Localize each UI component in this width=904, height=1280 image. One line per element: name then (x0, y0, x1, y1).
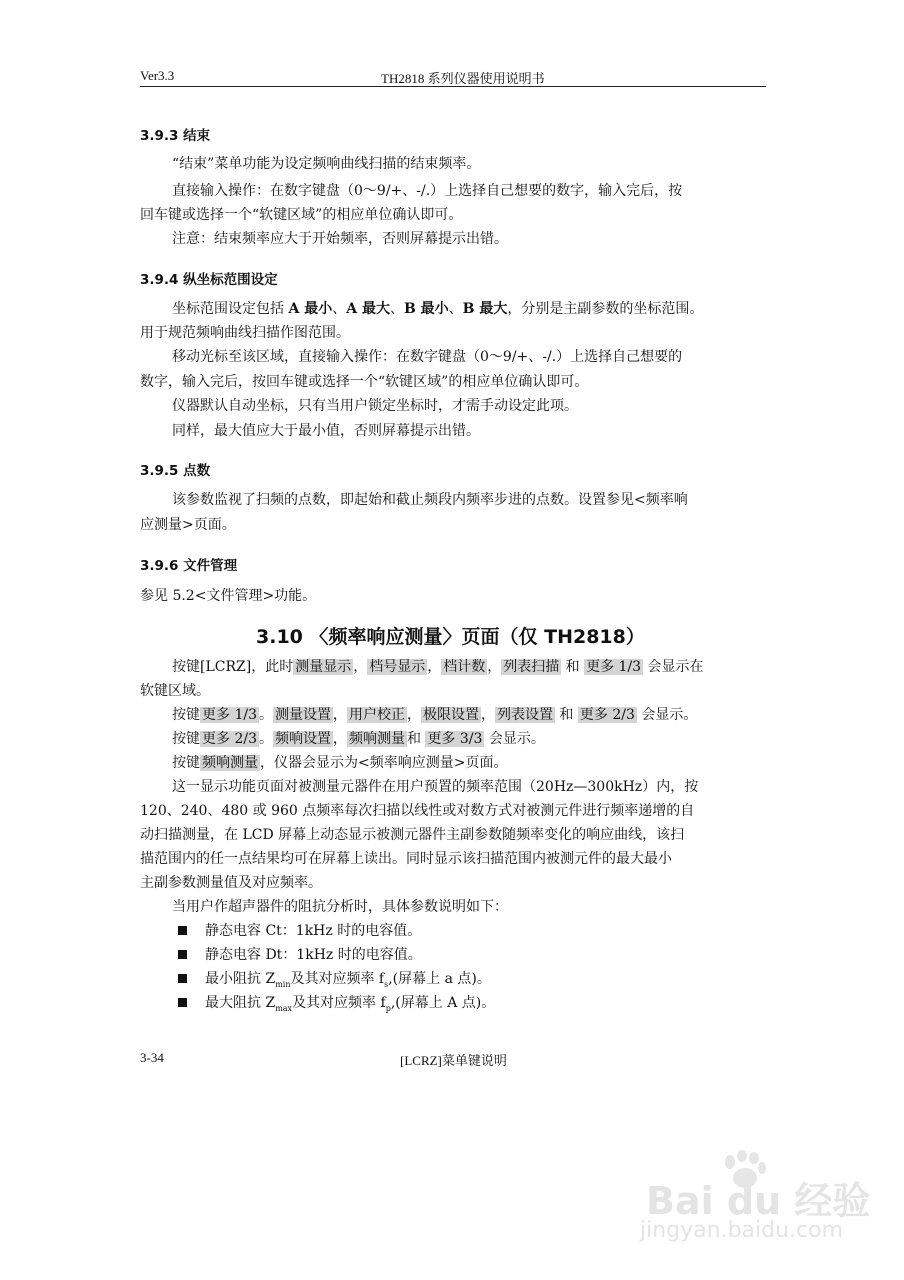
header-rule (140, 86, 766, 87)
paragraph-line: 坐标范围设定包括 A 最小、A 最大、B 最小、B 最大，分别是主副参数的坐标范围。 (172, 301, 704, 317)
paragraph-line: 这一显示功能页面对被测量元器件在用户预置的频率范围（20Hz—300kHz）内，按 (172, 779, 699, 795)
bullet-item: 最大阻抗 $Z_{max}$及其对应频率 $f_p$,(屏幕上 A 点)。 (178, 992, 495, 1020)
paragraph-line: 主副参数测量值及对应频率。 (140, 875, 322, 891)
bullet-square-icon (178, 926, 187, 935)
softkey-list-setup: 列表设置 (496, 707, 553, 723)
paragraph-line: 软键区域。 (140, 683, 210, 699)
a-min-term: A 最小 (288, 301, 333, 317)
softkey-bin-count: 档计数 (443, 659, 486, 675)
paragraph-line: 用于规范频响曲线扫描作图范围。 (140, 325, 350, 341)
watermark-brand: Bai du 经验 (646, 1179, 871, 1223)
section-heading-3-9-3: 3.9.3 结束 (140, 128, 211, 144)
paragraph-line: 120、240、480 或 960 点频率每次扫描以线性或对数方式对被测元件进行频率递增的自 (140, 803, 695, 819)
bullet-item: 最小阻抗 $Z_{min}$及其对应频率 $f_s$,(屏幕上 a 点)。 (178, 968, 491, 996)
softkey-more-1-3-ref: 更多 1/3 (202, 707, 257, 723)
paragraph-line: 直接输入操作：在数字键盘（0～9/+、-/.）上选择自己想要的数字，输入完后，按 (172, 183, 683, 199)
paragraph-line: 按键 更多 1/3 。 测量设置 ， 用户校正 ， 极限设置 ， 列表设置 和 更多 2/3 会显示。 (172, 707, 698, 723)
paragraph-line: 该参数监视了扫频的点数，即起始和截止频段内频率步进的点数。设置参见<频率响 (172, 492, 688, 508)
paragraph-line: 按键[LCRZ]，此时 测量显示 ， 档号显示 ， 档计数 ， 列表扫描 和 更多 1/3 会显示在 (172, 659, 704, 675)
paragraph-line: 应测量>页面。 (140, 517, 236, 533)
bullet-item: 静态电容 Dt：1kHz 时的电容值。 (178, 944, 422, 967)
footer-page-number: 3-34 (140, 1050, 164, 1065)
bullet-square-icon (178, 974, 187, 983)
paragraph-line: 当用户作超声器件的阻抗分析时，具体参数说明如下： (172, 899, 508, 915)
bullet-square-icon (178, 998, 187, 1007)
softkey-freq-setup: 频响设置 (274, 731, 331, 747)
header-version: Ver3.3 (140, 68, 175, 83)
bullet-square-icon (178, 950, 187, 959)
b-max-term: B 最大 (462, 301, 508, 317)
paragraph-line: 移动光标至该区域，直接输入操作：在数字键盘（0～9/+、-/.）上选择自己想要的 (172, 349, 683, 365)
softkey-list-sweep: 列表扫描 (503, 659, 560, 675)
paragraph-line: 注意：结束频率应大于开始频率，否则屏幕提示出错。 (172, 231, 508, 247)
paragraph-line: 按键 更多 2/3 。 频响设置 ， 频响测量 和 更多 3/3 会显示。 (172, 731, 545, 747)
b-min-term: B 最小 (403, 301, 449, 317)
paragraph-line: 参见 5.2<文件管理>功能。 (140, 588, 317, 604)
softkey-measure-display: 测量显示 (295, 659, 352, 675)
paragraph-line: “结束”菜单功能为设定频响曲线扫描的结束频率。 (172, 156, 481, 172)
paragraph-line: 回车键或选择一个“软键区域”的相应单位确认即可。 (140, 207, 463, 223)
section-heading-3-9-5: 3.9.5 点数 (140, 463, 211, 479)
softkey-freq-measure: 频响测量 (348, 731, 405, 747)
softkey-more-3-3: 更多 3/3 (427, 731, 483, 747)
paragraph-line: 同样，最大值应大于最小值，否则屏幕提示出错。 (172, 423, 480, 439)
paragraph-line: 按键 频响测量 ，仪器会显示为<频率响应测量>页面。 (172, 755, 508, 771)
section-heading-3-10: 3.10 〈频率响应测量〉页面（仅 TH2818） (256, 626, 645, 648)
header-title: TH2818 系列仪器使用说明书 (381, 71, 545, 86)
softkey-bin-display: 档号显示 (369, 659, 426, 675)
bullet-item: 静态电容 Ct：1kHz 时的电容值。 (178, 920, 421, 943)
paragraph-line: 仪器默认自动坐标，只有当用户锁定坐标时，才需手动设定此项。 (172, 398, 578, 414)
section-heading-3-9-4: 3.9.4 纵坐标范围设定 (140, 272, 278, 288)
softkey-freq-measure-ref: 频响测量 (202, 755, 258, 771)
a-max-term: A 最大 (346, 301, 390, 317)
paragraph-line: 数字，输入完后，按回车键或选择一个“软键区域”的相应单位确认即可。 (140, 374, 589, 390)
softkey-measure-setup: 测量设置 (274, 707, 331, 723)
paragraph-line: 动扫描测量，在 LCD 屏幕上动态显示被测元器件主副参数随频率变化的响应曲线，该扫 (140, 827, 685, 843)
section-heading-3-9-6: 3.9.6 文件管理 (140, 558, 238, 574)
softkey-more-2-3-ref: 更多 2/3 (202, 731, 257, 747)
softkey-user-correction: 用户校正 (348, 707, 405, 723)
footer-title: [LCRZ]菜单键说明 (400, 1053, 507, 1068)
softkey-more-2-3: 更多 2/3 (579, 707, 635, 723)
softkey-more-1-3: 更多 1/3 (586, 659, 642, 675)
watermark-url: jingyan.baidu.com (640, 1218, 844, 1243)
softkey-limit-setup: 极限设置 (422, 707, 479, 723)
paragraph-line: 描范围内的任一点结果均可在屏幕上读出。同时显示该扫描范围内被测元件的最大最小 (140, 851, 672, 867)
